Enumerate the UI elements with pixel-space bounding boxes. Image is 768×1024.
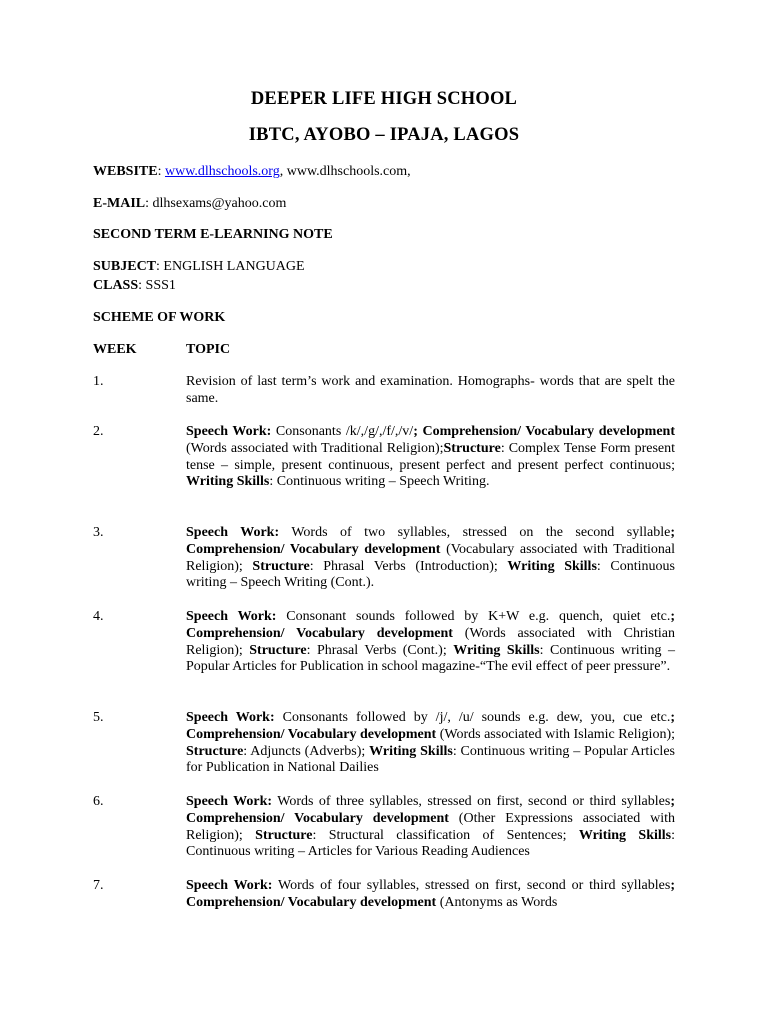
topic-text: Words of four syllables, stressed on first, second or third syllables xyxy=(272,878,671,893)
topic-text: Consonants followed by /j/, /u/ sounds e.g. dew, you, cue etc. xyxy=(274,710,671,725)
topic-text: (Vocabulary associated with Traditional Religion); xyxy=(186,541,675,574)
week-topic xyxy=(186,609,675,676)
topic-text: : Continuous writing – Speech Writing (Cont.). xyxy=(186,558,675,591)
topic-heading: Writing Skills xyxy=(507,558,597,574)
topic-heading: Structure xyxy=(249,642,307,658)
topic-text: (Words associated with Traditional Religion); xyxy=(186,440,444,456)
topic-text: Words of three syllables, stressed on first, second or third syllables xyxy=(272,794,671,809)
topic-heading: Writing Skills xyxy=(369,743,453,759)
note-title: SECOND TERM E-LEARNING NOTE xyxy=(93,227,333,242)
week-topic xyxy=(186,424,675,491)
week-topic xyxy=(186,794,675,861)
class-value: : SSS1 xyxy=(138,278,176,293)
topic-header: TOPIC xyxy=(186,342,231,357)
topic-text: (Words associated with Christian Religion); xyxy=(186,625,675,658)
class-label: CLASS xyxy=(93,278,139,293)
topic-heading: ; Comprehension/ Vocabulary development xyxy=(186,525,675,557)
topic-heading: Speech Work: xyxy=(186,525,280,540)
topic-text: (Other Expressions associated with Religion); xyxy=(186,810,675,843)
topic-heading: Structure xyxy=(443,440,501,456)
topic-heading: Speech Work: xyxy=(186,424,272,439)
email-line xyxy=(93,195,286,212)
topic-heading: ; Comprehension/ Vocabulary development xyxy=(413,424,675,439)
topic-heading: Speech Work: xyxy=(186,609,277,624)
topic-text: : Continuous writing – Popular Articles for Publication in school magazine-“The evil effect of peer pressure”. xyxy=(186,642,675,675)
school-name: DEEPER LIFE HIGH SCHOOL xyxy=(250,89,518,109)
topic-heading: Writing Skills xyxy=(186,474,270,490)
week-topic xyxy=(186,374,675,408)
week-topic xyxy=(186,525,675,592)
week-number: 2. xyxy=(93,424,104,439)
topic-text: : Phrasal Verbs (Introduction); xyxy=(309,558,508,574)
scheme-title: SCHEME OF WORK xyxy=(93,310,226,325)
website-link[interactable]: www.dlhschools.org xyxy=(164,164,280,179)
topic-text: : Phrasal Verbs (Cont.); xyxy=(306,642,454,658)
topic-text: Revision of last term’s work and examination. Homographs- words that are spelt the same. xyxy=(186,374,675,406)
topic-text: : Continuous writing – Articles for Various Reading Audiences xyxy=(186,827,675,860)
topic-text: Consonant sounds followed by K+W e.g. quench, quiet etc. xyxy=(276,609,671,624)
topic-text: Consonants /k/,/g/,/f/,/v/ xyxy=(271,424,414,439)
school-address: IBTC, AYOBO – IPAJA, LAGOS xyxy=(248,125,520,145)
week-number: 3. xyxy=(93,525,104,540)
topic-text: : Adjuncts (Adverbs); xyxy=(243,743,370,759)
topic-heading: ; Comprehension/ Vocabulary development xyxy=(186,878,675,910)
topic-heading: Structure xyxy=(252,558,310,574)
subject-label: SUBJECT xyxy=(93,259,157,274)
website-label: WEBSITE xyxy=(93,164,158,179)
topic-text: Words of two syllables, stressed on the second syllable xyxy=(279,525,671,540)
website-rest: , www.dlhschools.com, xyxy=(279,164,411,179)
topic-text: : Continuous writing – Popular Articles for Publication in National Dailies xyxy=(186,743,675,776)
topic-text: (Words associated with Islamic Religion); xyxy=(436,726,675,742)
email-label: E-MAIL xyxy=(93,196,146,211)
week-header: WEEK xyxy=(93,342,137,357)
topic-text: : Complex Tense Form present tense – simple, present continuous, present perfect and present perfect continuous; xyxy=(186,440,675,473)
topic-heading: Speech Work: xyxy=(186,878,273,893)
topic-heading: Writing Skills xyxy=(453,642,540,658)
topic-heading: Speech Work: xyxy=(186,710,275,725)
subject-value: : ENGLISH LANGUAGE xyxy=(156,259,305,274)
topic-heading: Writing Skills xyxy=(578,827,672,843)
week-number: 6. xyxy=(93,794,104,809)
topic-heading: Structure xyxy=(186,743,244,759)
week-number: 7. xyxy=(93,878,104,893)
topic-heading: ; Comprehension/ Vocabulary development xyxy=(186,794,675,826)
week-topic xyxy=(186,878,675,912)
week-number: 5. xyxy=(93,710,104,725)
topic-heading: ; Comprehension/ Vocabulary development xyxy=(186,609,675,641)
topic-heading: Structure xyxy=(255,827,313,843)
website-line: WEBSITE: www.dlhschools.org, www.dlhschools.com, xyxy=(93,164,411,179)
topic-heading: Speech Work: xyxy=(186,794,273,809)
week-number: 4. xyxy=(93,609,104,624)
topic-text: : Structural classification of Sentences; xyxy=(312,827,579,843)
week-topic xyxy=(186,710,675,777)
topic-text: : Continuous writing – Speech Writing. xyxy=(269,474,490,490)
class-line xyxy=(93,277,176,294)
topic-text: (Antonyms as Words xyxy=(436,894,558,910)
email-value: : dlhsexams@yahoo.com xyxy=(145,196,287,211)
topic-heading: ; Comprehension/ Vocabulary development xyxy=(186,710,675,742)
subject-line xyxy=(93,258,305,275)
week-number: 1. xyxy=(93,374,104,389)
